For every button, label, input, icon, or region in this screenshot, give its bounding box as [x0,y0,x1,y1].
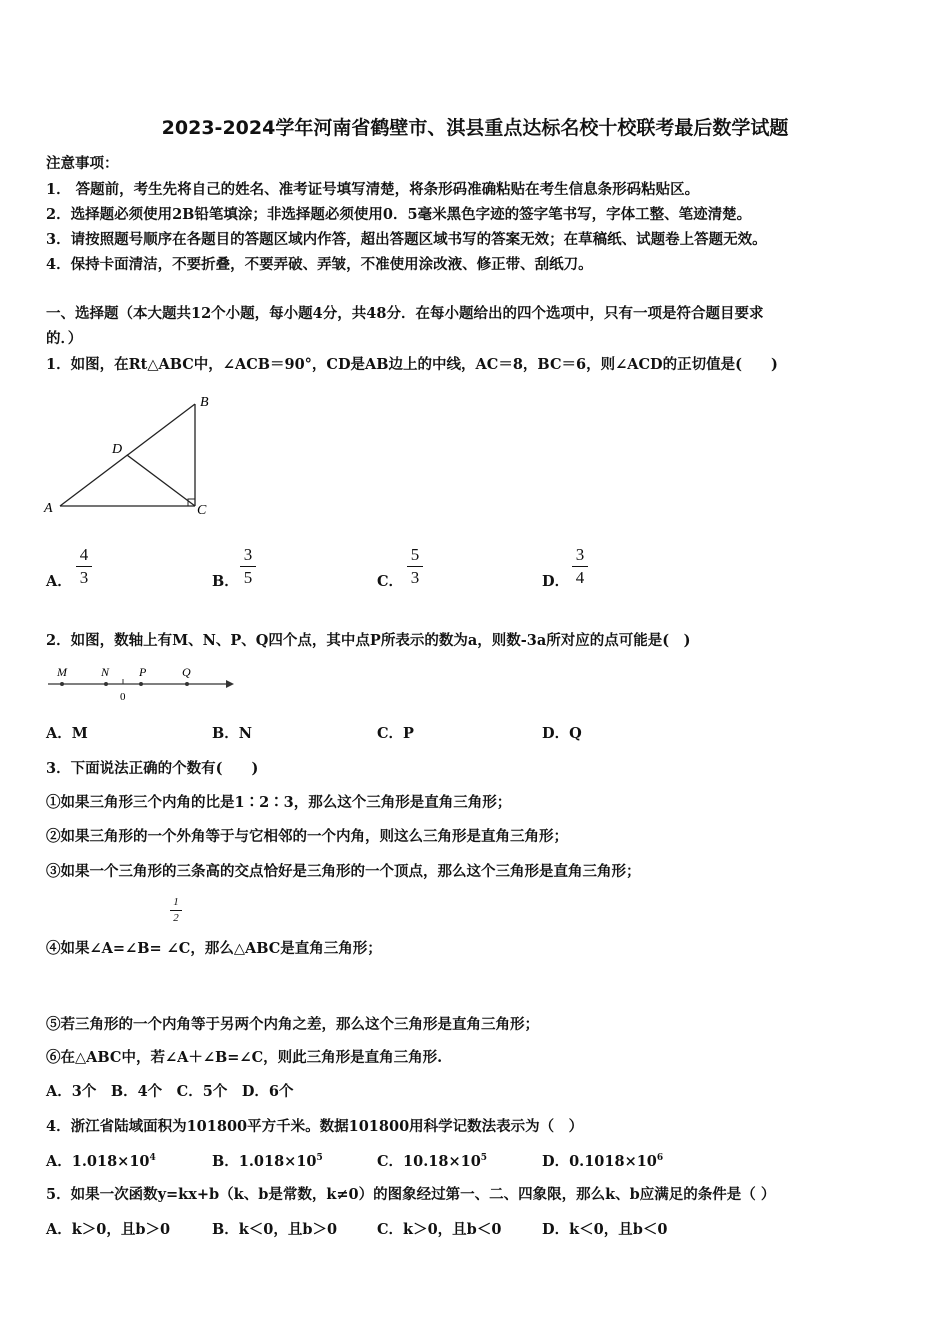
median-cd [127,455,195,506]
notice-item: 1． 答题前，考生先将自己的姓名、准考证号填写清楚，将条形码准确粘贴在考生信息条形码粘贴区。 [46,181,700,198]
q3-options: A．3个 B．4个 C．5个 D．6个 [46,1083,294,1100]
q3-statement-6: ⑥在△ABC中，若∠A＋∠B=∠C，则此三角形是直角三角形. [46,1049,443,1066]
point-p [139,682,143,686]
page-title: 2023-2024学年河南省鹤壁市、淇县重点达标名校十校联考最后数学试题 [161,117,789,139]
section-heading: 一、选择题（本大题共12个小题，每小题4分，共48分．在每小题给出的四个选项中，只有一项是符合题目要求 [46,305,764,322]
q3-statement-1: ①如果三角形三个内角的比是1∶2∶3，那么这个三角形是直角三角形； [46,794,512,811]
q1-option-d-label: D． [542,573,570,590]
q4-option-d: D．$0.1018\times 10^6$ [542,1153,664,1170]
label-c: C [197,503,207,518]
q2-text: 2．如图，数轴上有M、N、P、Q四个点，其中点P所表示的数为a，则数-3a所对应的点可能是( ) [46,632,691,649]
label-q: Q [182,665,191,679]
q2-option-b: B．N [212,725,253,742]
label-a: A [44,501,53,516]
q5-option-d: D．k＜0，且b＜0 [542,1221,668,1238]
triangle-figure [40,388,230,523]
q3-statement-2: ②如果三角形的一个外角等于与它相邻的一个内角，则这么三角形是直角三角形； [46,828,568,845]
q5-option-c: C．k＞0，且b＜0 [377,1221,502,1238]
point-n [104,682,108,686]
q3-statement-5: ⑤若三角形的一个内角等于另两个内角之差，那么这个三角形是直角三角形； [46,1016,539,1033]
q1-option-b-label: B． [212,573,239,590]
q5-option-b: B．k＜0，且b＞0 [212,1221,338,1238]
q1-option-c-fraction: 5 3 [407,545,423,588]
q1-option-c-label: C． [377,573,404,590]
label-n: N [101,665,110,679]
q2-option-a: A．M [46,725,88,742]
q1-text: 1．如图，在Rt△ABC中，∠ACB＝90°，CD是AB边上的中线，AC＝8，BC＝6，则∠ACD的正切值是( ) [46,356,778,373]
point-m [60,682,64,686]
notice-item: 2．选择题必须使用2B铅笔填涂；非选择题必须使用0．5毫米黑色字迹的签字笔书写，字体工整、笔迹清楚。 [46,206,752,223]
q3-half-fraction: 1 2 [170,896,182,925]
q4-option-c: C．$10.18\times 10^5$ [377,1153,488,1170]
label-p: P [139,665,147,679]
q4-option-a: A．$1.018\times 10^4$ [46,1153,156,1170]
section-heading-cont: 的．） [46,330,83,347]
q5-option-a: A．k＞0，且b＞0 [46,1221,171,1238]
q1-option-d-fraction: 3 4 [572,545,588,588]
q1-option-b-fraction: 3 5 [240,545,256,588]
q1-option-a-label: A． [46,573,72,590]
arrow-icon [226,680,234,688]
label-zero: 0 [120,691,126,703]
q2-option-c: C．P [377,725,414,742]
label-b: B [200,395,209,410]
q3-statement-4: ④如果∠A=∠B= ∠C，那么△ABC是直角三角形； [46,940,382,957]
point-q [185,682,189,686]
q3-statement-3: ③如果一个三角形的三条高的交点恰好是三角形的一个顶点，那么这个三角形是直角三角形； [46,863,641,880]
q5-text: 5．如果一次函数y=kx+b（k、b是常数，k≠0）的图象经过第一、二、四象限，那么k、b应满足的条件是（ ） [46,1186,776,1203]
q3-text: 3．下面说法正确的个数有( ) [46,760,259,777]
q4-text: 4．浙江省陆域面积为101800平方千米。数据101800用科学记数法表示为（ ） [46,1118,584,1135]
q4-option-b: B．$1.018\times 10^5$ [212,1153,323,1170]
q2-option-d: D．Q [542,725,582,742]
label-m: M [57,665,67,679]
q1-option-a-fraction: 4 3 [76,545,92,588]
notice-item: 3．请按照题号顺序在各题目的答题区域内作答，超出答题区域书写的答案无效；在草稿纸、试题卷上答题无效。 [46,231,767,248]
notice-item: 4．保持卡面清洁，不要折叠，不要弄破、弄皱，不准使用涂改液、修正带、刮纸刀。 [46,256,593,273]
label-d: D [112,442,123,457]
notice-heading: 注意事项： [46,155,119,172]
number-line-figure [44,662,236,704]
